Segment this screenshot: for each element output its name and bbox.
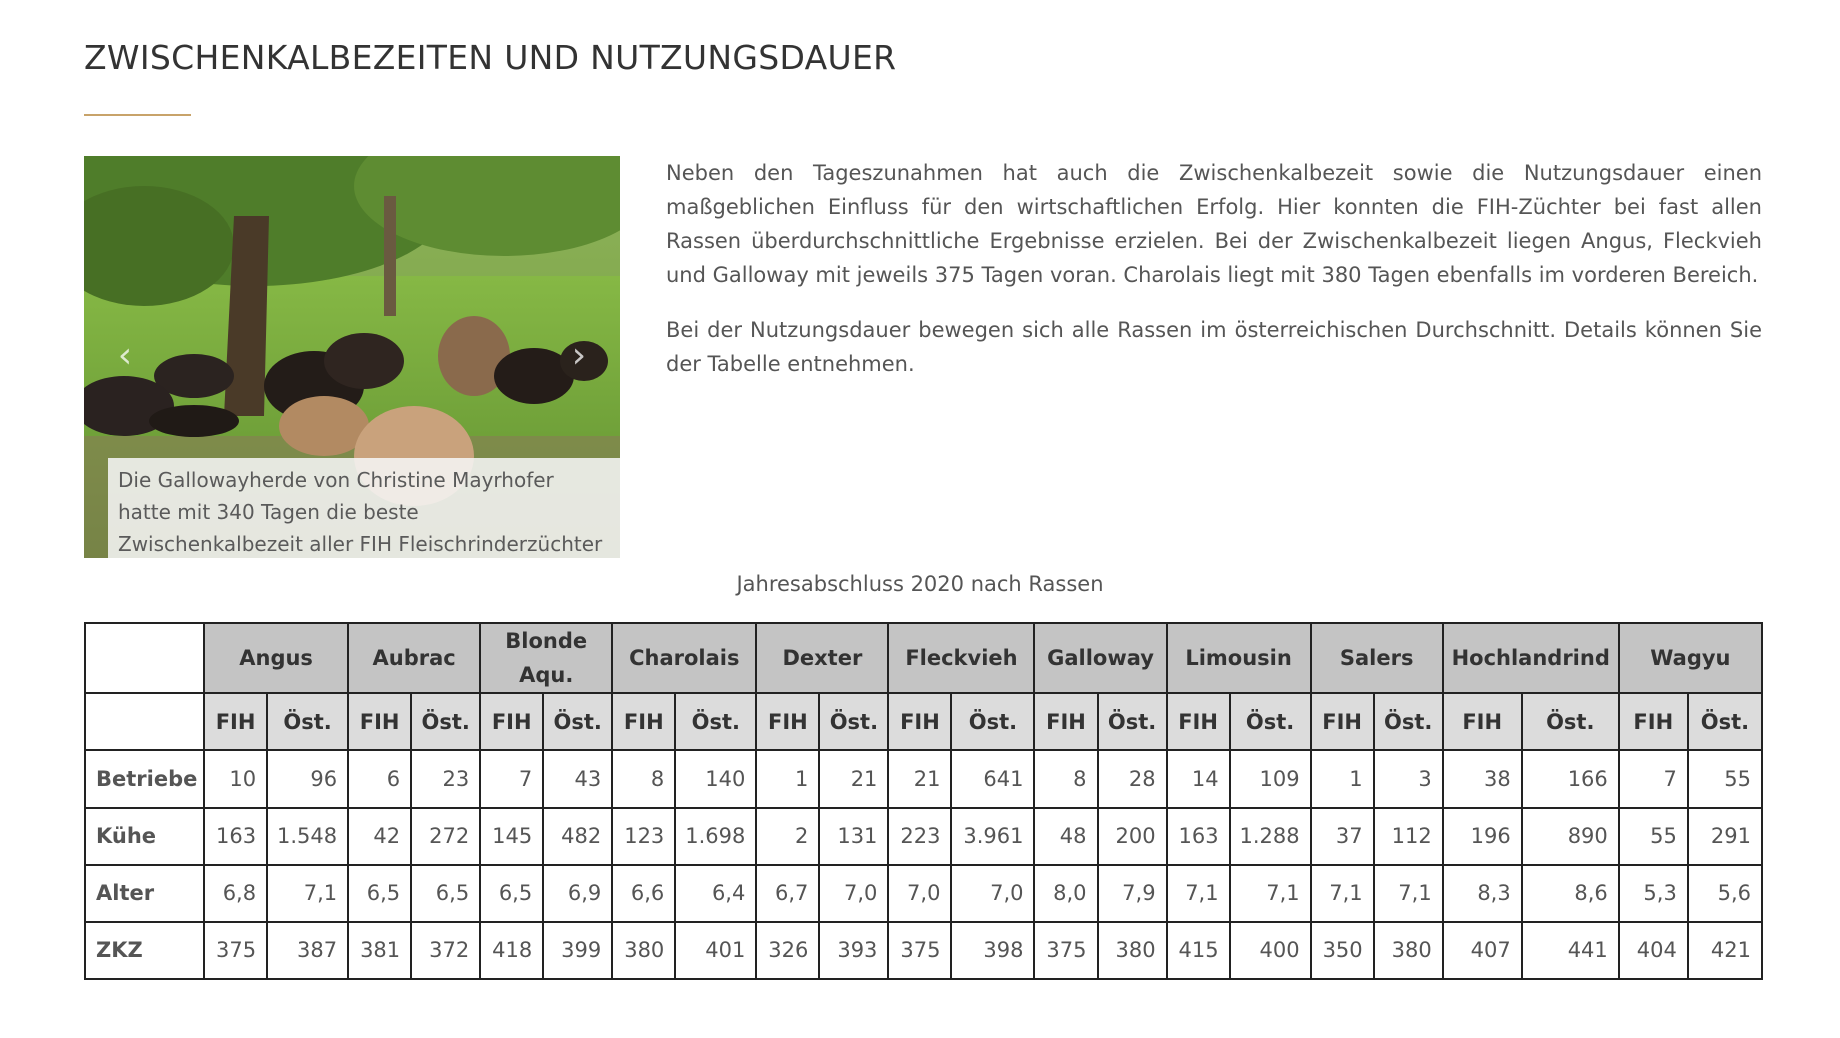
slider-prev-arrow[interactable]: ‹ — [117, 335, 133, 376]
sub-header-oest: Öst. — [1098, 693, 1167, 750]
breed-header: Salers — [1311, 623, 1443, 693]
sub-header-fih: FIH — [756, 693, 819, 750]
table-cell: 8,6 — [1522, 865, 1619, 922]
table-cell: 131 — [819, 808, 888, 865]
table-cell: 3 — [1374, 750, 1443, 807]
table-cell: 14 — [1167, 750, 1230, 807]
table-cell: 1.548 — [267, 808, 348, 865]
breed-table — [84, 622, 1763, 980]
table-cell: 42 — [348, 808, 411, 865]
table-row — [85, 750, 1762, 807]
paragraph: Bei der Nutzungsdauer bewegen sich alle Rassen im österreichischen Durchschnitt. Details können Sie der Tabelle entnehmen. — [666, 318, 1762, 376]
table-cell: 7,0 — [819, 865, 888, 922]
table-cell: 7,0 — [888, 865, 951, 922]
intro-text — [666, 156, 1762, 402]
breed-header: Angus — [204, 623, 348, 693]
table-cell: 48 — [1034, 808, 1097, 865]
table-cell: 6,5 — [411, 865, 480, 922]
sub-header-corner-cell — [85, 693, 204, 750]
table-cell: 43 — [543, 750, 612, 807]
table-cell: 380 — [1374, 922, 1443, 979]
breed-header: Fleckvieh — [888, 623, 1034, 693]
table-cell: 7,1 — [267, 865, 348, 922]
sub-header-fih: FIH — [204, 693, 267, 750]
table-cell: 196 — [1443, 808, 1522, 865]
sub-header-oest: Öst. — [1374, 693, 1443, 750]
sub-header-fih: FIH — [1034, 693, 1097, 750]
table-cell: 393 — [819, 922, 888, 979]
table-cell: 441 — [1522, 922, 1619, 979]
breed-header: Limousin — [1167, 623, 1311, 693]
breed-header: Hochlandrind — [1443, 623, 1619, 693]
table-cell: 7 — [1619, 750, 1688, 807]
table-cell: 1.288 — [1230, 808, 1311, 865]
header-corner-cell — [85, 623, 204, 693]
table-cell: 145 — [480, 808, 543, 865]
breed-header: Galloway — [1034, 623, 1166, 693]
table-cell: 372 — [411, 922, 480, 979]
table-cell: 1 — [1311, 750, 1374, 807]
table-cell: 200 — [1098, 808, 1167, 865]
table-cell: 163 — [204, 808, 267, 865]
sub-header-fih: FIH — [1167, 693, 1230, 750]
table-cell: 3.961 — [951, 808, 1034, 865]
row-label: Alter — [85, 865, 204, 922]
table-cell: 140 — [675, 750, 756, 807]
table-cell: 291 — [1688, 808, 1762, 865]
table-cell: 37 — [1311, 808, 1374, 865]
breed-header: Blonde Aqu. — [480, 623, 612, 693]
table-row — [85, 922, 1762, 979]
table-cell: 890 — [1522, 808, 1619, 865]
sub-header-fih: FIH — [888, 693, 951, 750]
table-cell: 223 — [888, 808, 951, 865]
sub-header-fih: FIH — [348, 693, 411, 750]
table-cell: 7 — [480, 750, 543, 807]
table-cell: 387 — [267, 922, 348, 979]
table-cell: 421 — [1688, 922, 1762, 979]
sub-header-fih: FIH — [1619, 693, 1688, 750]
table-cell: 641 — [951, 750, 1034, 807]
slider-next-arrow[interactable]: › — [571, 335, 587, 376]
breed-header: Dexter — [756, 623, 888, 693]
sub-header-oest: Öst. — [951, 693, 1034, 750]
table-cell: 21 — [819, 750, 888, 807]
table-row — [85, 808, 1762, 865]
breed-header-row — [85, 623, 1762, 693]
sub-header-fih: FIH — [1443, 693, 1522, 750]
table-cell: 404 — [1619, 922, 1688, 979]
table-cell: 7,1 — [1311, 865, 1374, 922]
table-cell: 5,3 — [1619, 865, 1688, 922]
table-cell: 1 — [756, 750, 819, 807]
table-cell: 8,3 — [1443, 865, 1522, 922]
row-label: Kühe — [85, 808, 204, 865]
row-label: Betriebe — [85, 750, 204, 807]
table-cell: 6,6 — [612, 865, 675, 922]
table-cell: 112 — [1374, 808, 1443, 865]
table-cell: 10 — [204, 750, 267, 807]
table-cell: 163 — [1167, 808, 1230, 865]
table-cell: 381 — [348, 922, 411, 979]
table-cell: 6,7 — [756, 865, 819, 922]
page-title: ZWISCHENKALBEZEITEN UND NUTZUNGSDAUER — [84, 38, 897, 77]
row-label: ZKZ — [85, 922, 204, 979]
table-cell: 6 — [348, 750, 411, 807]
table-caption: Jahresabschluss 2020 nach Rassen — [736, 572, 1104, 596]
table-cell: 326 — [756, 922, 819, 979]
table-cell: 123 — [612, 808, 675, 865]
table-cell: 55 — [1619, 808, 1688, 865]
table-cell: 5,6 — [1688, 865, 1762, 922]
table-cell: 418 — [480, 922, 543, 979]
table-cell: 6,5 — [480, 865, 543, 922]
table-cell: 166 — [1522, 750, 1619, 807]
table-cell: 6,9 — [543, 865, 612, 922]
sub-header-oest: Öst. — [819, 693, 888, 750]
sub-header-oest: Öst. — [411, 693, 480, 750]
table-cell: 7,1 — [1374, 865, 1443, 922]
sub-header-row — [85, 693, 1762, 750]
table-cell: 272 — [411, 808, 480, 865]
table-cell: 400 — [1230, 922, 1311, 979]
table-cell: 482 — [543, 808, 612, 865]
table-cell: 55 — [1688, 750, 1762, 807]
table-cell: 1.698 — [675, 808, 756, 865]
table-row — [85, 865, 1762, 922]
table-cell: 375 — [204, 922, 267, 979]
table-cell: 28 — [1098, 750, 1167, 807]
sub-header-fih: FIH — [480, 693, 543, 750]
table-cell: 8 — [612, 750, 675, 807]
table-cell: 7,0 — [951, 865, 1034, 922]
table-cell: 8 — [1034, 750, 1097, 807]
sub-header-oest: Öst. — [1522, 693, 1619, 750]
sub-header-fih: FIH — [1311, 693, 1374, 750]
table-cell: 8,0 — [1034, 865, 1097, 922]
sub-header-oest: Öst. — [675, 693, 756, 750]
table-cell: 96 — [267, 750, 348, 807]
table-cell: 399 — [543, 922, 612, 979]
table-cell: 398 — [951, 922, 1034, 979]
table-cell: 6,5 — [348, 865, 411, 922]
sub-header-oest: Öst. — [267, 693, 348, 750]
breed-header: Aubrac — [348, 623, 480, 693]
table-cell: 7,1 — [1167, 865, 1230, 922]
paragraph: Neben den Tageszunahmen hat auch die Zwischenkalbezeit sowie die Nutzungsdauer einen maßgeblichen Einfluss für den wirtschaftlichen Erfolg. Hier konnten die FIH-Züchter bei fast allen Rassen überdurchschnittliche Ergebnisse erzielen. Bei der Zwischenkalbezeit liegen Angus, Fleckvieh und Galloway mit jeweils 375 Tagen voran. Charolais liegt mit 380 Tagen ebenfalls im vorderen Bereich. — [666, 161, 1762, 287]
table-cell: 375 — [888, 922, 951, 979]
sub-header-fih: FIH — [612, 693, 675, 750]
table-cell: 7,9 — [1098, 865, 1167, 922]
table-cell: 380 — [1098, 922, 1167, 979]
breed-header: Wagyu — [1619, 623, 1762, 693]
table-cell: 2 — [756, 808, 819, 865]
sub-header-oest: Öst. — [1230, 693, 1311, 750]
table-cell: 415 — [1167, 922, 1230, 979]
table-cell: 6,8 — [204, 865, 267, 922]
table-cell: 23 — [411, 750, 480, 807]
table-cell: 407 — [1443, 922, 1522, 979]
sub-header-oest: Öst. — [543, 693, 612, 750]
sub-header-oest: Öst. — [1688, 693, 1762, 750]
table-cell: 109 — [1230, 750, 1311, 807]
table-cell: 375 — [1034, 922, 1097, 979]
table-cell: 7,1 — [1230, 865, 1311, 922]
breed-header: Charolais — [612, 623, 756, 693]
title-underline — [84, 114, 191, 116]
table-cell: 21 — [888, 750, 951, 807]
photo-caption: Die Gallowayherde von Christine Mayrhofer hatte mit 340 Tagen die beste Zwischenkalbezeit aller FIH Fleischrinderzüchter — [108, 458, 620, 558]
table-cell: 38 — [1443, 750, 1522, 807]
table-cell: 380 — [612, 922, 675, 979]
table-cell: 6,4 — [675, 865, 756, 922]
table-cell: 350 — [1311, 922, 1374, 979]
table-cell: 401 — [675, 922, 756, 979]
